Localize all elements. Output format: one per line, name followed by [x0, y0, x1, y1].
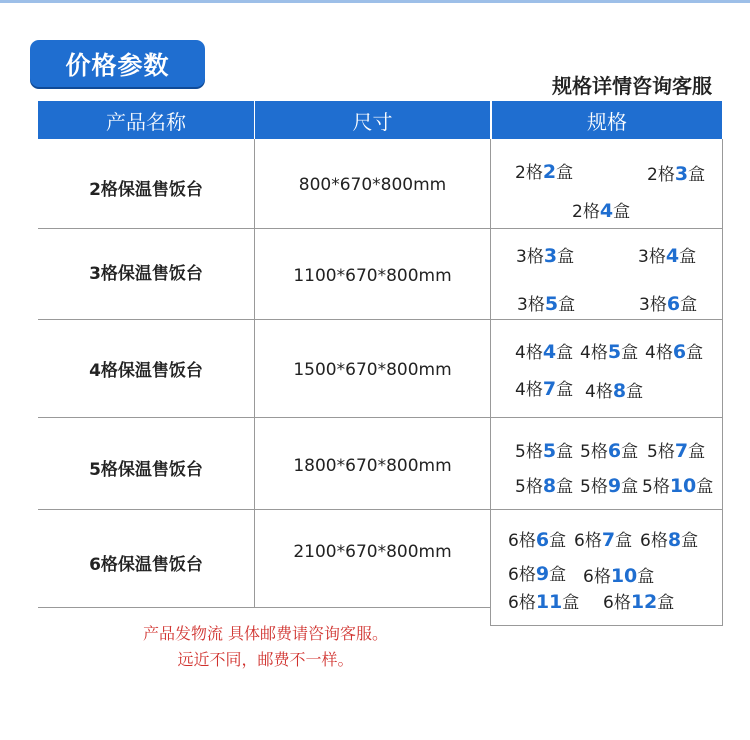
column-header-size: 尺寸 — [255, 101, 490, 139]
spec-option: 3格5盒 — [517, 293, 576, 315]
row-divider — [38, 509, 723, 510]
column-header-name: 产品名称 — [38, 101, 254, 139]
spec-option: 3格4盒 — [638, 245, 697, 267]
spec-option: 6格10盒 — [583, 565, 655, 587]
spec-option: 4格4盒 — [515, 341, 574, 363]
column-divider — [490, 139, 491, 626]
spec-option: 6格12盒 — [603, 591, 675, 613]
spec-option: 4格7盒 — [515, 378, 574, 400]
spec-option: 6格9盒 — [508, 563, 567, 585]
spec-option: 2格4盒 — [572, 200, 631, 222]
row-divider — [38, 228, 723, 229]
product-size: 2100*670*800mm — [293, 542, 452, 562]
product-name: 5格保温售饭台 — [89, 460, 203, 480]
product-size: 1800*670*800mm — [293, 456, 452, 476]
spec-option: 5格10盒 — [642, 475, 714, 497]
product-size: 800*670*800mm — [298, 175, 447, 195]
product-name: 4格保温售饭台 — [89, 361, 203, 381]
product-size: 1100*670*800mm — [293, 266, 452, 286]
product-name: 2格保温售饭台 — [89, 180, 203, 200]
spec-option: 4格8盒 — [585, 380, 644, 402]
spec-option: 5格6盒 — [580, 440, 639, 462]
spec-option: 6格6盒 — [508, 529, 567, 551]
spec-option: 5格7盒 — [647, 440, 706, 462]
spec-option: 2格3盒 — [647, 163, 706, 185]
spec-option: 5格8盒 — [515, 475, 574, 497]
column-header-spec: 规格 — [492, 101, 722, 139]
spec-option: 6格8盒 — [640, 529, 699, 551]
price-params-badge — [30, 40, 205, 87]
row-divider — [38, 417, 723, 418]
spec-option: 5格9盒 — [580, 475, 639, 497]
product-name: 6格保温售饭台 — [89, 555, 203, 575]
shipping-note: 远近不同，邮费不一样。 — [177, 650, 354, 669]
spec-option: 5格5盒 — [515, 440, 574, 462]
product-size: 1500*670*800mm — [293, 360, 452, 380]
spec-option: 6格7盒 — [574, 529, 633, 551]
spec-option: 4格6盒 — [645, 341, 704, 363]
shipping-note: 产品发物流 具体邮费请咨询客服。 — [142, 624, 389, 643]
top-divider — [0, 0, 750, 3]
spec-option: 3格6盒 — [639, 293, 698, 315]
row-divider — [490, 625, 723, 626]
service-link[interactable]: 规格详情咨询客服 — [552, 74, 712, 98]
column-divider — [722, 139, 723, 626]
spec-option: 2格2盒 — [515, 161, 574, 183]
row-divider — [38, 319, 723, 320]
product-name: 3格保温售饭台 — [89, 264, 203, 284]
row-divider — [38, 607, 491, 608]
spec-option: 4格5盒 — [580, 341, 639, 363]
badge-title: 价格参数 — [65, 50, 170, 80]
spec-option: 6格11盒 — [508, 591, 580, 613]
spec-option: 3格3盒 — [516, 245, 575, 267]
